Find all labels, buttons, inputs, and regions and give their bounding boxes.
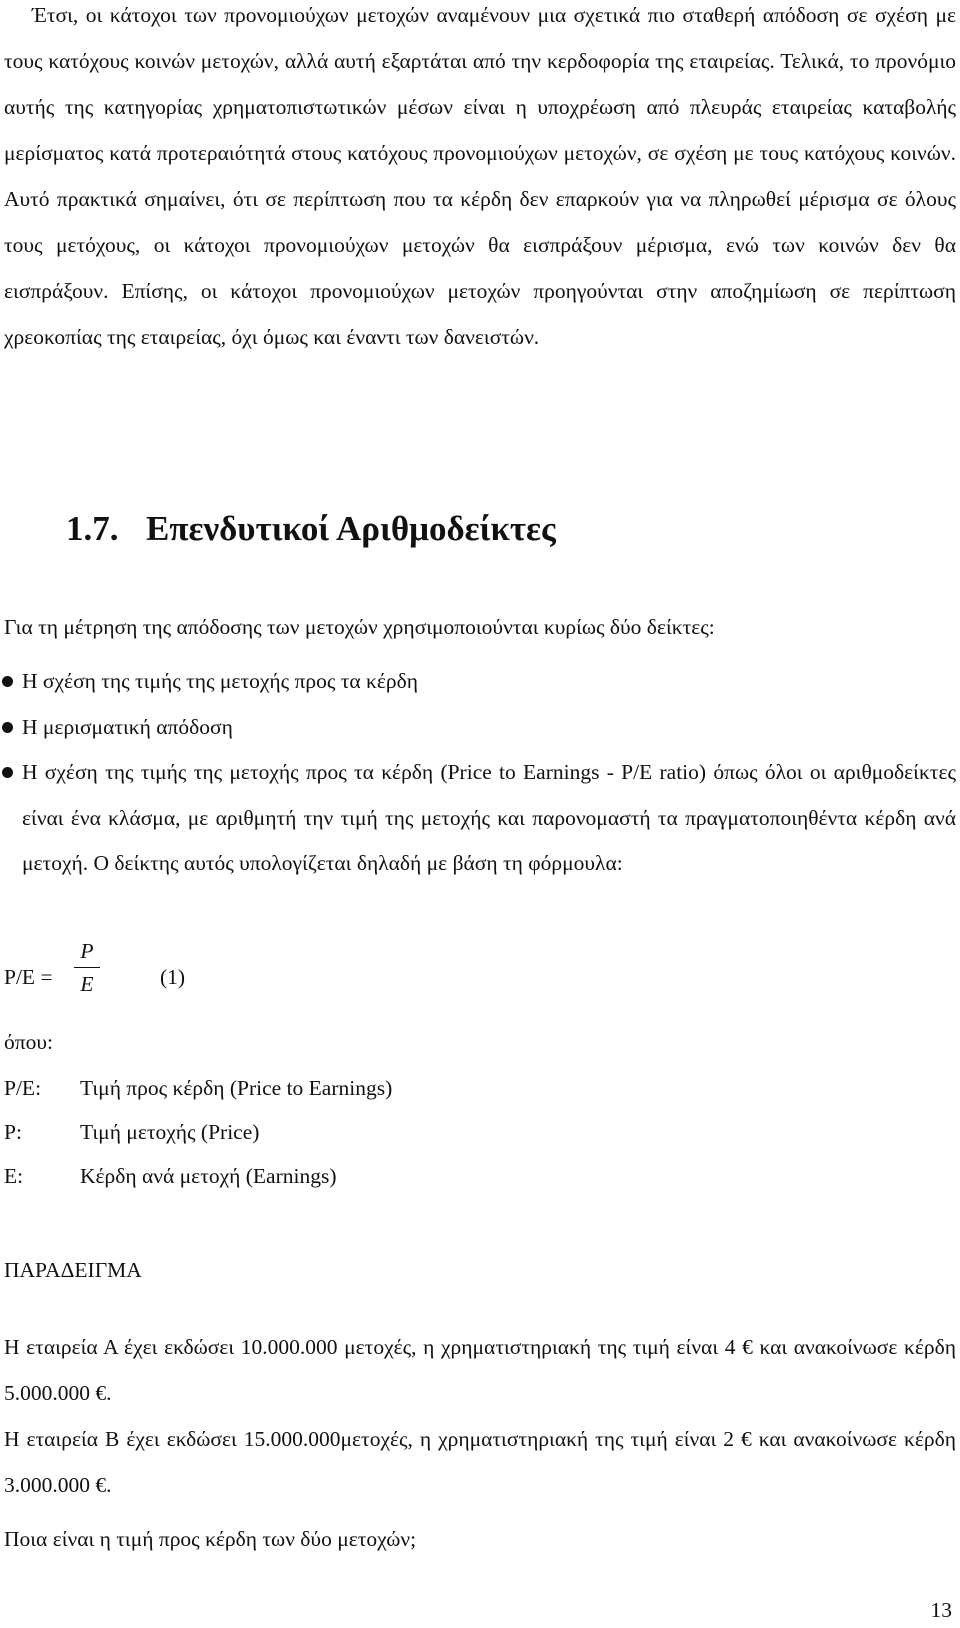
definition-row [4, 1073, 392, 1117]
bullet-item [0, 705, 956, 751]
bullet-text: Η σχέση της τιμής της μετοχής προς τα κέρδη [22, 669, 418, 693]
bullet-icon [2, 767, 13, 778]
definitions-list [4, 1073, 392, 1205]
formula-fraction [76, 937, 98, 998]
equation-number: (1) [160, 965, 186, 989]
example-line: Η εταιρεία Β έχει εκδώσει 15.000.000μετοχές, η χρηματιστηριακή της τιμή είναι 2 € και ανακοίνωσε κέρδη 3.000.000 €. [4, 1427, 956, 1497]
section-number: 1.7. [66, 509, 119, 548]
formula-lhs: P/E = [4, 965, 53, 989]
definition-row [4, 1117, 392, 1161]
definition-symbol: E: [4, 1164, 24, 1188]
definition-symbol: P/E: [4, 1076, 42, 1100]
definition-meaning: Τιμή προς κέρδη (Price to Earnings) [80, 1076, 393, 1100]
definition-meaning: Κέρδη ανά μετοχή (Earnings) [80, 1164, 337, 1188]
bullet-icon [2, 722, 13, 733]
example-question: Ποια είναι η τιμή προς κέρδη των δύο μετοχών; [4, 1527, 417, 1551]
page-number: 13 [930, 1598, 952, 1622]
bullet-text: Η σχέση της τιμής της μετοχής προς τα κέρδη (Price to Earnings - P/E ratio) όπως όλοι οι αριθμοδείκτες είναι ένα κλάσμα, με αριθμητή την τιμή της μετοχής και παρονομαστή τα πραγματοποιηθέντα κέρδη ανά μετοχή. Ο δείκτης αυτός υπολογίζεται δηλαδή με βάση τη φόρμουλα: [22, 760, 956, 875]
example-line: Η εταιρεία Α έχει εκδώσει 10.000.000 μετοχές, η χρηματιστηριακή της τιμή είναι 4 € και ανακοίνωσε κέρδη 5.000.000 €. [4, 1335, 956, 1405]
definition-row [4, 1161, 392, 1205]
definition-meaning: Τιμή μετοχής (Price) [80, 1120, 260, 1144]
intro-paragraph: Έτσι, οι κάτοχοι των προνομιούχων μετοχών αναμένουν μια σχετικά πιο σταθερή απόδοση σε σχέση με τους κατόχους κοινών μετοχών, αλλά αυτή εξαρτάται από την κερδοφορία της εταιρείας. Τελικά, το προνόμιο αυτής της κατηγορίας χρηματοπιστωτικών μέσων είναι η υποχρέωση από πλευράς εταιρείας καταβολής μερίσματος κατά προτεραιότητά στους κατόχους προνομιούχων μετοχών, σε σχέση με τους κατόχους κοινών. Αυτό πρακτικά σημαίνει, ότι σε περίπτωση που τα κέρδη δεν επαρκούν για να πληρωθεί μέρισμα σε όλους τους μετόχους, οι κάτοχοι προνομιούχων μετοχών θα εισπράξουν μέρισμα, ενώ των κοινών δεν θα εισπράξουν. Επίσης, οι κάτοχοι προνομιούχων μετοχών προηγούνται στην αποζημίωση σε περίπτωση χρεοκοπίας της εταιρείας, όχι όμως και έναντι των δανειστών. [4, 3, 956, 349]
pe-formula [4, 939, 304, 1015]
bullet-item [0, 659, 956, 705]
bullet-icon [2, 676, 13, 687]
bullet-text: Η μερισματική απόδοση [22, 714, 233, 739]
where-label: όπου: [4, 1030, 53, 1054]
bullet-item [0, 750, 956, 887]
formula-numerator: P [80, 939, 94, 963]
fraction-bar [74, 967, 100, 968]
example-heading: ΠΑΡΑΔΕΙΓΜΑ [4, 1258, 142, 1282]
section-intro: Για τη μέτρηση της απόδοσης των μετοχών χρησιμοποιούνται κυρίως δύο δείκτες: [4, 615, 715, 639]
bullet-list [0, 659, 960, 887]
definition-symbol: P: [4, 1120, 22, 1144]
section-heading [66, 507, 556, 551]
section-title: Επενδυτικοί Αριθμοδείκτες [146, 509, 556, 548]
formula-denominator: E [80, 972, 94, 996]
